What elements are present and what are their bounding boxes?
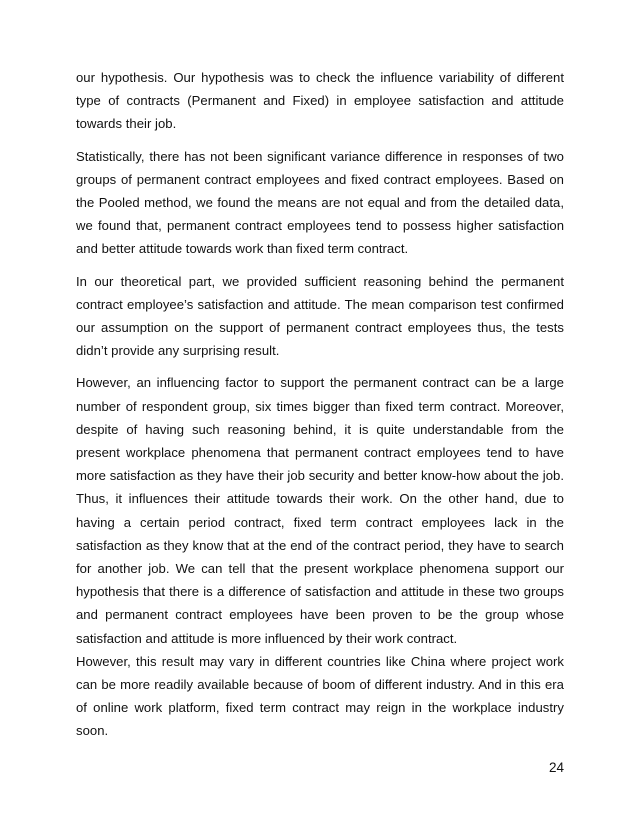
paragraph-hypothesis: our hypothesis. Our hypothesis was to check the influence variability of different type of contracts (Permanent and Fixed) in employee satisfaction and attitude towards their job.: [76, 70, 564, 132]
paragraph-theoretical-part: In our theoretical part, we provided sufficient reasoning behind the permanent contract employee’s satisfaction and attitude. The mean comparison test confirmed our assumption on the support of permanent contract employees thus, the tests didn’t provide any surprising result.: [76, 273, 564, 359]
page-number: 24: [548, 760, 564, 775]
body-text: [76, 66, 564, 752]
paragraph-influencing-factor: However, an influencing factor to support the permanent contract can be a large number of respondent group, six times bigger than fixed term contract. Moreover, despite of having such reasoning behind, it is quite understandable from the present workplace phenomena that permanent contract employees tend to have more satisfaction as they have their job security and better know-how about the job. Thus, it influences their attitude towards their work. On the other hand, due to having a certain period contract, fixed term contract employees lack in the satisfaction as they know that at the end of the contract period, they have to search for another job. We can tell that the present workplace phenomena support our hypothesis that there is a difference of satisfaction and attitude in these two groups and permanent contract employees have been proven to be the group whose satisfaction and attitude is more influenced by their work contract.: [76, 375, 564, 646]
paragraph-statistical-result: Statistically, there has not been significant variance difference in responses of two groups of permanent contract employees and fixed contract employees. Based on the Pooled method, we found the means are not equal and from the detailed data, we found that, permanent contract employees tend to possess higher satisfaction and better attitude towards work than fixed term contract.: [76, 148, 564, 257]
paragraph-country-variation: However, this result may vary in different countries like China where project work can be more readily available because of boom of different industry. And in this era of online work platform, fixed term contract may reign in the workplace industry soon.: [76, 653, 564, 739]
